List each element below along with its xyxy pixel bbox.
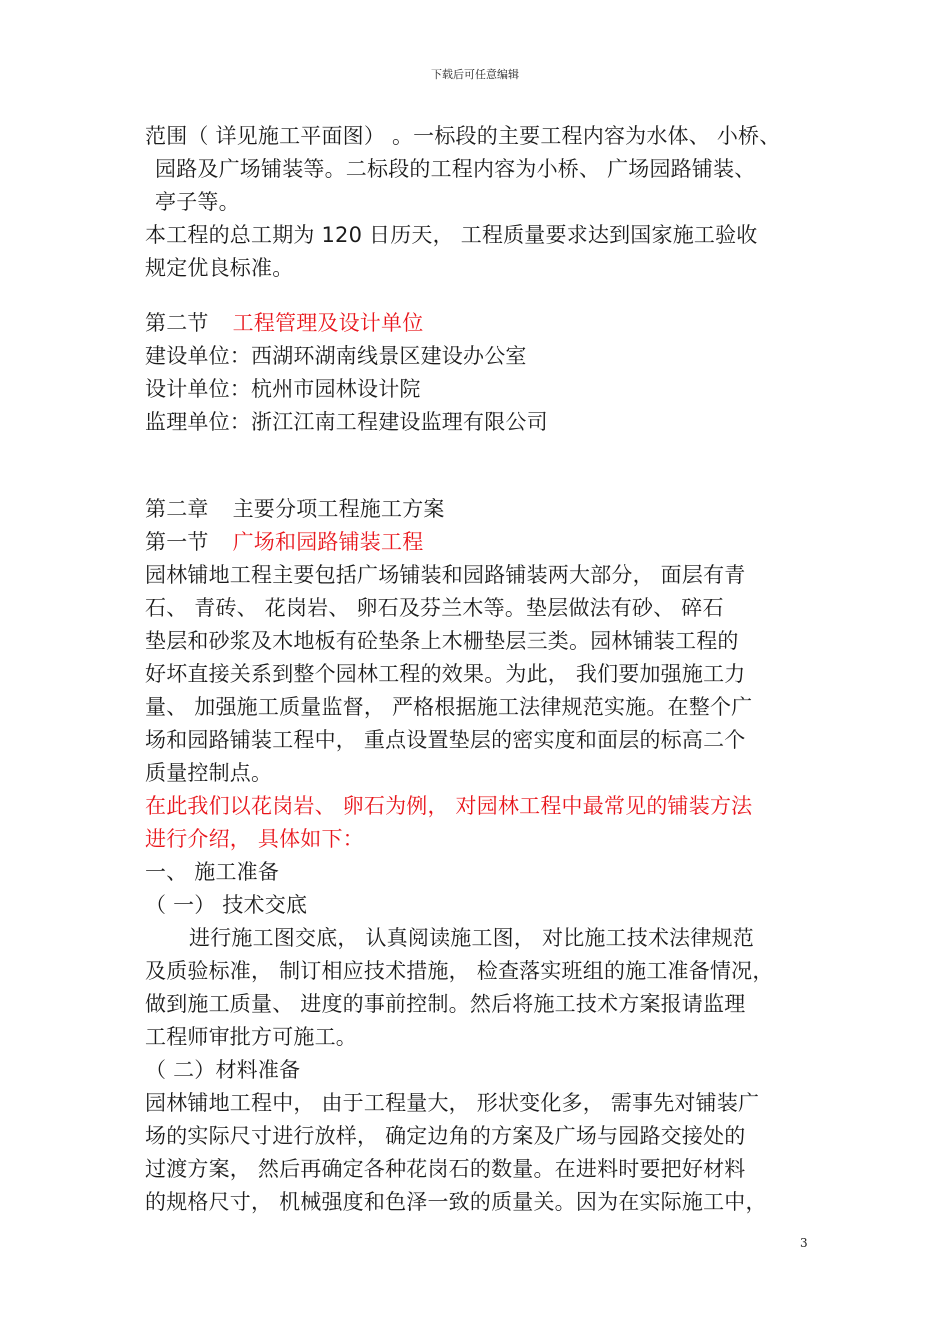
- body-line: 亭子等。: [155, 190, 240, 214]
- body-line: 垫层和砂浆及木地板有砼垫条上木栅垫层三类。园林铺装工程的: [145, 629, 739, 653]
- body-line: 场和园路铺装工程中， 重点设置垫层的密实度和面层的标高二个: [145, 728, 746, 752]
- section-title: 工程管理及设计单位: [232, 311, 424, 335]
- body-line: 场的实际尺寸进行放样， 确定边角的方案及广场与园路交接处的: [145, 1124, 746, 1148]
- section-title: 广场和园路铺装工程: [232, 530, 424, 554]
- body-line: 石、 青砖、 花岗岩、 卵石及芬兰木等。垫层做法有砂、 碎石: [145, 596, 724, 620]
- body-line: 园林铺地工程中， 由于工程量大， 形状变化多， 需事先对铺装广: [145, 1091, 760, 1115]
- unit-line: 监理单位：浙江江南工程建设监理有限公司: [145, 410, 548, 434]
- page-number: 3: [800, 1236, 808, 1250]
- subitem-heading: （ 一） 技术交底: [145, 893, 308, 917]
- chapter-heading: [145, 493, 825, 526]
- chapter-title: 主要分项工程施工方案: [232, 497, 445, 521]
- highlight-line: 进行介绍， 具体如下：: [145, 827, 364, 851]
- body-line: 规定优良标准。: [145, 256, 294, 280]
- item-heading: 一、 施工准备: [145, 860, 280, 884]
- body-line: 做到施工质量、 进度的事前控制。然后将施工技术方案报请监理: [145, 992, 746, 1016]
- section-number: 第二节: [145, 311, 209, 335]
- chapter-number: 第二章: [145, 497, 209, 521]
- body-line: 过渡方案， 然后再确定各种花岗石的数量。在进料时要把好材料: [145, 1157, 746, 1181]
- header-note: 下载后可任意编辑: [431, 68, 519, 81]
- body-line: 的规格尺寸， 机械强度和色泽一致的质量关。因为在实际施工中，: [145, 1190, 767, 1214]
- section-heading: [145, 307, 825, 340]
- section-number: 第一节: [145, 530, 209, 554]
- body-line: 范围（ 详见施工平面图） 。一标段的主要工程内容为水体、 小桥、: [145, 124, 781, 148]
- body-line: 好坏直接关系到整个园林工程的效果。为此， 我们要加强施工力: [145, 662, 746, 686]
- body-line: 园林铺地工程主要包括广场铺装和园路铺装两大部分， 面层有青: [145, 563, 746, 587]
- body-line: 进行施工图交底， 认真阅读施工图， 对比施工技术法律规范: [189, 926, 754, 950]
- unit-line: 设计单位：杭州市园林设计院: [145, 377, 421, 401]
- document-body: [145, 120, 825, 1219]
- section-heading: [145, 526, 825, 559]
- body-line: 及质验标准， 制订相应技术措施， 检查落实班组的施工准备情况，: [145, 959, 774, 983]
- body-line: 质量控制点。: [145, 761, 273, 785]
- body-line: 工程师审批方可施工。: [145, 1025, 357, 1049]
- body-line: 园路及广场铺装等。二标段的工程内容为小桥、 广场园路铺装、: [155, 157, 756, 181]
- body-line: 本工程的总工期为 120 日历天， 工程质量要求达到国家施工验收: [145, 223, 758, 247]
- subitem-heading: （ 二）材料准备: [145, 1058, 301, 1082]
- unit-line: 建设单位：西湖环湖南线景区建设办公室: [145, 344, 527, 368]
- body-line: 量、 加强施工质量监督， 严格根据施工法律规范实施。在整个广: [145, 695, 753, 719]
- highlight-line: 在此我们以花岗岩、 卵石为例， 对园林工程中最常见的铺装方法: [145, 794, 753, 818]
